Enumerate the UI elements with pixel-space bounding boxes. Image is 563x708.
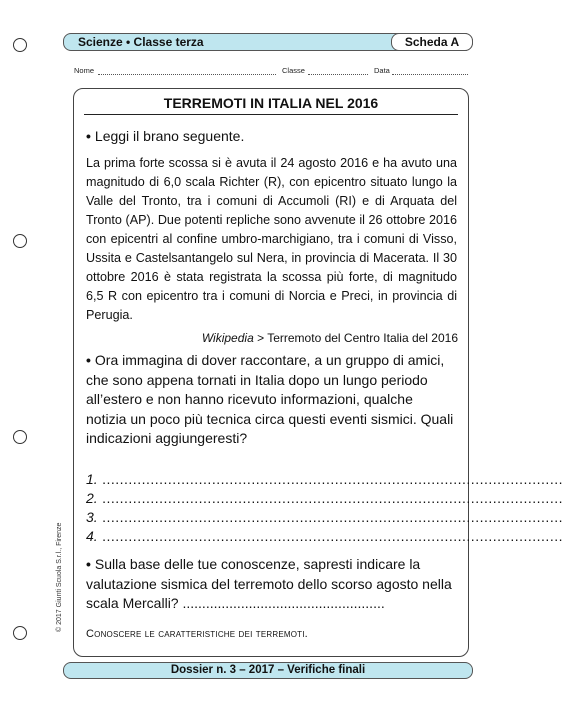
binder-hole-4 [13,626,27,640]
source-site: Wikipedia [201,331,254,345]
copyright-notice: © 2017 Giunti Scuola S.r.l., Firenze [56,522,63,632]
answer-line[interactable]: 2. ......................................................................................................... [86,490,563,506]
answer-line[interactable]: 4. ......................................................................................................... [86,528,563,544]
instruction-read [86,126,244,146]
scheda-label: Scheda A [391,33,473,51]
header-title: Scienze • Classe terza [78,35,204,49]
question-2 [86,351,456,449]
date-label: Data [374,66,390,75]
header-bar [63,33,473,51]
exercise-panel [73,88,563,657]
source-title: > Terremoto del Centro Italia del 2016 [257,331,458,345]
question-2-text: Ora immagina di dover raccontare, a un gruppo di amici, che sono appena tornati in Italia dopo un lungo periodo all’estero e non hanno ricevuto informazioni, qualche notizia un poco più tecnica circa questi eventi sismici. Quali indicazioni aggiungeresti? [86,352,454,446]
answer-line[interactable]: 1. ......................................................................................................... [86,471,563,487]
bullet-icon: • [86,556,91,572]
binder-hole-1 [13,38,27,52]
instruction-text: Leggi il brano seguente. [94,128,245,144]
source-citation [202,331,458,345]
class-label: Classe [282,66,305,75]
page-title: TERREMOTI IN ITALIA NEL 2016 [163,95,379,111]
reading-passage: La prima forte scossa si è avuta il 24 agosto 2016 e ha avuto una magnitudo di 6,0 scala Richter (R), con epicentro situato lungo la Valle del Tronto, tra i comuni di Accumoli (RI) e di Arquata del Tronto (AP). Due potenti repliche sono avvenute il 26 ottobre 2016 con epicentri al confine umbro-marchigiano, tra i comuni di Visso, Ussita e Castelsantangelo sul Nera, in provincia di Macerata. Il 30 ottobre 2016 è stata registrata la scossa più forte, di magnitudo 6,5 R con epicentro tra i comuni di Norcia e Preci, in provincia di Perugia. [86,156,457,322]
binder-hole-2 [13,234,27,248]
bullet-icon: • [86,128,91,144]
bullet-icon: • [86,352,91,368]
name-field[interactable] [98,74,276,75]
student-fields [74,66,469,78]
learning-objective: Conoscere le caratteristiche dei terremoti. [86,628,308,640]
footer-bar: Dossier n. 3 – 2017 – Verifiche finali [63,662,473,679]
question-3-text: Sulla base delle tue conoscenze, sapresti indicare la valutazione sismica del terremoto dello scorso agosto nella scala Mercalli? .................................................... [86,556,452,611]
answer-line[interactable]: 3. ......................................................................................................... [86,509,563,525]
binder-hole-3 [13,430,27,444]
name-label: Nome [74,66,95,75]
question-3 [86,555,458,614]
date-field[interactable] [392,74,468,75]
class-field[interactable] [308,74,368,75]
title-underline [84,114,458,115]
